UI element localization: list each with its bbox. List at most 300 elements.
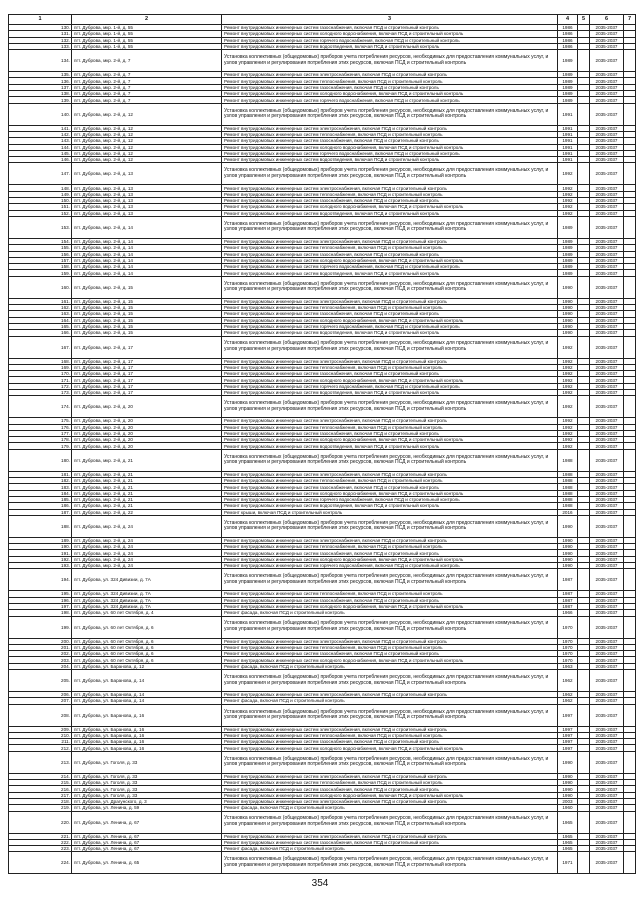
address-cell: пгт. Дуброва, ул. 60 лет Октября, д. 6 xyxy=(72,639,222,644)
period-cell: 2035-2037 xyxy=(590,450,624,471)
col5-cell xyxy=(578,478,590,483)
period-cell: 2035-2037 xyxy=(590,780,624,785)
period-cell: 2035-2037 xyxy=(590,192,624,197)
year-cell: 1992 xyxy=(558,377,578,382)
col7-cell xyxy=(624,97,636,102)
period-cell: 2035-2037 xyxy=(590,544,624,549)
col5-cell xyxy=(578,651,590,656)
col5-cell xyxy=(578,544,590,549)
address-cell: пгт. Дуброва, мкр. 2-й, д. 20 xyxy=(72,418,222,423)
year-cell: 1990 xyxy=(558,305,578,310)
year-cell: 1992 xyxy=(558,437,578,442)
period-cell: 2035-2037 xyxy=(590,793,624,798)
year-cell: 1986 xyxy=(558,38,578,43)
table-row xyxy=(8,277,636,299)
period-cell: 2035-2037 xyxy=(590,50,624,71)
year-cell: 1990 xyxy=(558,324,578,329)
period-cell: 2035-2037 xyxy=(590,437,624,442)
year-cell: 1962 xyxy=(558,692,578,697)
period-cell: 2035-2037 xyxy=(590,727,624,732)
col5-cell xyxy=(578,780,590,785)
year-cell: 1992 xyxy=(558,337,578,358)
address-cell: пгт. Дуброва, ул. Гоголя, д. 33 xyxy=(72,774,222,779)
col5-cell xyxy=(578,305,590,310)
work-type-cell: Ремонт внутридомовых инженерных систем холодного водоснабжения, включая ПСД и строительный контроль xyxy=(222,437,558,442)
col7-cell xyxy=(624,739,636,744)
row-number-cell: 135. xyxy=(8,72,72,77)
address-cell: пгт. Дуброва, ул. Гоголя, д. 33 xyxy=(72,752,222,773)
work-type-cell: Ремонт внутридомовых инженерных систем водоотведения, включая ПСД и строительный контроль xyxy=(222,390,558,395)
col5-cell xyxy=(578,431,590,436)
year-cell: 1990 xyxy=(558,544,578,549)
year-cell: 1990 xyxy=(558,557,578,562)
year-cell: 1989 xyxy=(558,264,578,269)
col5-cell xyxy=(578,425,590,430)
work-type-cell: Ремонт внутридомовых инженерных систем холодного водоснабжения, включая ПСД и строительный контроль xyxy=(222,745,558,750)
year-cell: 1965 xyxy=(558,846,578,851)
year-cell: 1990 xyxy=(558,318,578,323)
row-number-cell: 153. xyxy=(8,217,72,238)
header-col-2: 2 xyxy=(72,15,222,24)
address-cell: пгт. Дуброва, мкр. 2-й, д. 12 xyxy=(72,138,222,143)
year-cell: 1992 xyxy=(558,204,578,209)
col7-cell xyxy=(624,163,636,184)
year-cell: 1971 xyxy=(558,852,578,873)
address-cell: пгт. Дуброва, мкр. 2-й, д. 15 xyxy=(72,299,222,304)
col5-cell xyxy=(578,598,590,603)
col5-cell xyxy=(578,277,590,298)
year-cell: 1992 xyxy=(558,443,578,448)
col5-cell xyxy=(578,645,590,650)
col7-cell xyxy=(624,299,636,304)
work-type-cell: Ремонт внутридомовых инженерных систем горячего водоснабжения, включая ПСД и строительный контроль xyxy=(222,38,558,43)
year-cell: 1992 xyxy=(558,396,578,417)
col7-cell xyxy=(624,431,636,436)
col7-cell xyxy=(624,733,636,738)
row-number-cell: 193. xyxy=(8,563,72,568)
period-cell: 2035-2037 xyxy=(590,324,624,329)
row-number-cell: 197. xyxy=(8,604,72,609)
year-cell: 1992 xyxy=(558,192,578,197)
col7-cell xyxy=(624,305,636,310)
col5-cell xyxy=(578,258,590,263)
work-type-cell: Ремонт фасада, включая ПСД и строительный контроль xyxy=(222,846,558,851)
row-number-cell: 130. xyxy=(8,25,72,30)
address-cell: пгт. Дуброва, мкр. 2-й, д. 13 xyxy=(72,198,222,203)
work-type-cell: Ремонт внутридомовых инженерных систем водоотведения, включая ПСД и строительный контроль xyxy=(222,330,558,335)
table-row xyxy=(8,516,636,538)
row-number-cell: 179. xyxy=(8,443,72,448)
work-type-cell: Ремонт внутридомовых инженерных систем газоснабжения, включая ПСД и строительный контроль xyxy=(222,311,558,316)
work-type-cell: Ремонт внутридомовых инженерных систем электроснабжения, включая ПСД и строительный контроль xyxy=(222,799,558,804)
table-row xyxy=(8,670,636,692)
address-cell: пгт. Дуброва, мкр. 2-й, д. 24 xyxy=(72,550,222,555)
work-type-cell: Установка коллективных (общедомовых) приборов учета потребления ресурсов, необходимых для предоставления коммунальных услуг, и узлов управления и регулирования потребления этих ресурсов, включая ПСД и строительный контроль xyxy=(222,705,558,726)
col7-cell xyxy=(624,604,636,609)
period-cell: 2035-2037 xyxy=(590,569,624,590)
year-cell: 1991 xyxy=(558,157,578,162)
col5-cell xyxy=(578,550,590,555)
col7-cell xyxy=(624,78,636,83)
year-cell: 1990 xyxy=(558,793,578,798)
period-cell: 2035-2037 xyxy=(590,645,624,650)
work-type-cell: Ремонт внутридомовых инженерных систем холодного водоснабжения, включая ПСД и строительный контроль xyxy=(222,204,558,209)
row-number-cell: 136. xyxy=(8,78,72,83)
year-cell: 1991 xyxy=(558,126,578,131)
period-cell: 2035-2037 xyxy=(590,299,624,304)
address-cell: пгт. Дуброва, мкр. 2-й, д. 13 xyxy=(72,185,222,190)
year-cell: 1989 xyxy=(558,97,578,102)
col7-cell xyxy=(624,780,636,785)
year-cell: 1965 xyxy=(558,834,578,839)
table-body xyxy=(8,25,636,874)
year-cell: 1989 xyxy=(558,252,578,257)
period-cell: 2035-2037 xyxy=(590,157,624,162)
year-cell: 1988 xyxy=(558,478,578,483)
year-cell: 1987 xyxy=(558,604,578,609)
work-type-cell: Ремонт внутридомовых инженерных систем газоснабжения, включая ПСД и строительный контроль xyxy=(222,431,558,436)
col5-cell xyxy=(578,670,590,691)
row-number-cell: 133. xyxy=(8,44,72,49)
period-cell: 2035-2037 xyxy=(590,38,624,43)
col7-cell xyxy=(624,264,636,269)
period-cell: 2035-2037 xyxy=(590,425,624,430)
col5-cell xyxy=(578,185,590,190)
col5-cell xyxy=(578,157,590,162)
work-type-cell: Установка коллективных (общедомовых) приборов учета потребления ресурсов, необходимых для предоставления коммунальных услуг, и узлов управления и регулирования потребления этих ресурсов, включая ПСД и строительный контроль xyxy=(222,217,558,238)
work-type-cell: Ремонт внутридомовых инженерных систем электроснабжения, включая ПСД и строительный контроль xyxy=(222,185,558,190)
period-cell: 2035-2037 xyxy=(590,204,624,209)
col7-cell xyxy=(624,478,636,483)
address-cell: пгт. Дуброва, мкр. 2-й, д. 7 xyxy=(72,50,222,71)
period-cell: 2035-2037 xyxy=(590,396,624,417)
period-cell: 2035-2037 xyxy=(590,805,624,810)
row-number-cell: 205. xyxy=(8,670,72,691)
year-cell: 1991 xyxy=(558,145,578,150)
year-cell: 1990 xyxy=(558,516,578,537)
period-cell: 2035-2037 xyxy=(590,359,624,364)
row-number-cell: 196. xyxy=(8,598,72,603)
col5-cell xyxy=(578,91,590,96)
address-cell: пгт. Дуброва, ул. 324 Дивизии, д. 7А xyxy=(72,598,222,603)
col7-cell xyxy=(624,670,636,691)
year-cell: 1965 xyxy=(558,840,578,845)
work-type-cell: Ремонт внутридомовых инженерных систем водоотведения, включая ПСД и строительный контроль xyxy=(222,44,558,49)
col7-cell xyxy=(624,698,636,703)
address-cell: пгт. Дуброва, ул. Ленина, д. 67 xyxy=(72,840,222,845)
col7-cell xyxy=(624,239,636,244)
year-cell: 1960 xyxy=(558,805,578,810)
row-number-cell: 167. xyxy=(8,337,72,358)
work-type-cell: Ремонт внутридомовых инженерных систем холодного водоснабжения, включая ПСД и строительный контроль xyxy=(222,258,558,263)
row-number-cell: 210. xyxy=(8,733,72,738)
work-type-cell: Ремонт внутридомовых инженерных систем теплоснабжения, включая ПСД и строительный контроль xyxy=(222,305,558,310)
work-type-cell: Ремонт внутридомовых инженерных систем электроснабжения, включая ПСД и строительный контроль xyxy=(222,126,558,131)
col5-cell xyxy=(578,104,590,125)
address-cell: пгт. Дуброва, ул. 324 Дивизии, д. 7А xyxy=(72,569,222,590)
col7-cell xyxy=(624,211,636,216)
col5-cell xyxy=(578,752,590,773)
col7-cell xyxy=(624,377,636,382)
address-cell: пгт. Дуброва, мкр. 2-й, д. 21 xyxy=(72,484,222,489)
col7-cell xyxy=(624,805,636,810)
row-number-cell: 165. xyxy=(8,324,72,329)
work-type-cell: Ремонт внутридомовых инженерных систем горячего водоснабжения, включая ПСД и строительный контроль xyxy=(222,97,558,102)
year-cell: 1997 xyxy=(558,739,578,744)
year-cell: 1965 xyxy=(558,812,578,833)
col7-cell xyxy=(624,544,636,549)
row-number-cell: 195. xyxy=(8,591,72,596)
period-cell: 2035-2037 xyxy=(590,840,624,845)
col7-cell xyxy=(624,217,636,238)
row-number-cell: 148. xyxy=(8,185,72,190)
work-type-cell: Ремонт внутридомовых инженерных систем газоснабжения, включая ПСД и строительный контроль xyxy=(222,371,558,376)
period-cell: 2035-2037 xyxy=(590,610,624,615)
col5-cell xyxy=(578,852,590,873)
period-cell: 2035-2037 xyxy=(590,670,624,691)
address-cell: пгт. Дуброва, ул. Ленина, д. 59 xyxy=(72,805,222,810)
address-cell: пгт. Дуброва, мкр. 2-й, д. 21 xyxy=(72,478,222,483)
col7-cell xyxy=(624,157,636,162)
period-cell: 2035-2037 xyxy=(590,510,624,515)
year-cell: 1992 xyxy=(558,418,578,423)
period-cell: 2035-2037 xyxy=(590,733,624,738)
col5-cell xyxy=(578,252,590,257)
col7-cell xyxy=(624,799,636,804)
col7-cell xyxy=(624,834,636,839)
year-cell: 1988 xyxy=(558,491,578,496)
row-number-cell: 188. xyxy=(8,516,72,537)
address-cell: пгт. Дуброва, мкр. 2-й, д. 12 xyxy=(72,151,222,156)
row-number-cell: 207. xyxy=(8,698,72,703)
col7-cell xyxy=(624,610,636,615)
row-number-cell: 171. xyxy=(8,377,72,382)
year-cell: 1970 xyxy=(558,657,578,662)
row-number-cell: 211. xyxy=(8,739,72,744)
row-number-cell: 216. xyxy=(8,786,72,791)
year-cell: 1990 xyxy=(558,752,578,773)
col7-cell xyxy=(624,651,636,656)
address-cell: пгт. Дуброва, мкр. 2-й, д. 13 xyxy=(72,192,222,197)
year-cell: 1990 xyxy=(558,538,578,543)
year-cell: 1989 xyxy=(558,50,578,71)
year-cell: 1992 xyxy=(558,211,578,216)
col5-cell xyxy=(578,437,590,442)
work-type-cell: Ремонт внутридомовых инженерных систем теплоснабжения, включая ПСД и строительный контроль xyxy=(222,478,558,483)
address-cell: пгт. Дуброва, мкр. 2-й, д. 12 xyxy=(72,145,222,150)
work-type-cell: Установка коллективных (общедомовых) приборов учета потребления ресурсов, необходимых для предоставления коммунальных услуг, и узлов управления и регулирования потребления этих ресурсов, включая ПСД и строительный контроль xyxy=(222,337,558,358)
address-cell: пгт. Дуброва, мкр. 2-й, д. 7 xyxy=(72,72,222,77)
period-cell: 2035-2037 xyxy=(590,126,624,131)
year-cell: 1990 xyxy=(558,550,578,555)
work-type-cell: Установка коллективных (общедомовых) приборов учета потребления ресурсов, необходимых для предоставления коммунальных услуг, и узлов управления и регулирования потребления этих ресурсов, включая ПСД и строительный контроль xyxy=(222,569,558,590)
address-cell: пгт. Дуброва, мкр. 2-й, д. 14 xyxy=(72,239,222,244)
col7-cell xyxy=(624,91,636,96)
year-cell: 1990 xyxy=(558,563,578,568)
work-type-cell: Ремонт внутридомовых инженерных систем газоснабжения, включая ПСД и строительный контроль xyxy=(222,25,558,30)
col5-cell xyxy=(578,510,590,515)
table-row xyxy=(8,852,636,874)
work-type-cell: Ремонт внутридомовых инженерных систем горячего водоснабжения, включая ПСД и строительный контроль xyxy=(222,563,558,568)
year-cell: 1989 xyxy=(558,91,578,96)
col5-cell xyxy=(578,337,590,358)
col5-cell xyxy=(578,834,590,839)
work-type-cell: Ремонт внутридомовых инженерных систем газоснабжения, включая ПСД и строительный контроль xyxy=(222,840,558,845)
row-number-cell: 199. xyxy=(8,617,72,638)
col5-cell xyxy=(578,604,590,609)
col7-cell xyxy=(624,126,636,131)
address-cell: пгт. Дуброва, мкр. 2-й, д. 12 xyxy=(72,126,222,131)
address-cell: пгт. Дуброва, ул. 324 Дивизии, д. 7А xyxy=(72,604,222,609)
work-type-cell: Ремонт внутридомовых инженерных систем газоснабжения, включая ПСД и строительный контроль xyxy=(222,598,558,603)
col7-cell xyxy=(624,337,636,358)
row-number-cell: 206. xyxy=(8,692,72,697)
work-type-cell: Ремонт внутридомовых инженерных систем холодного водоснабжения, включая ПСД и строительный контроль xyxy=(222,318,558,323)
col5-cell xyxy=(578,126,590,131)
row-number-cell: 154. xyxy=(8,239,72,244)
period-cell: 2035-2037 xyxy=(590,812,624,833)
col5-cell xyxy=(578,97,590,102)
col7-cell xyxy=(624,657,636,662)
address-cell: пгт. Дуброва, ул. Баранова, д. 16 xyxy=(72,733,222,738)
work-type-cell: Ремонт внутридомовых инженерных систем электроснабжения, включая ПСД и строительный контроль xyxy=(222,359,558,364)
row-number-cell: 219. xyxy=(8,805,72,810)
address-cell: пгт. Дуброва, мкр. 2-й, д. 24 xyxy=(72,538,222,543)
work-type-cell: Установка коллективных (общедомовых) приборов учета потребления ресурсов, необходимых для предоставления коммунальных услуг, и узлов управления и регулирования потребления этих ресурсов, включая ПСД и строительный контроль xyxy=(222,277,558,298)
period-cell: 2035-2037 xyxy=(590,497,624,502)
year-cell: 1990 xyxy=(558,311,578,316)
period-cell: 2035-2037 xyxy=(590,330,624,335)
year-cell: 1987 xyxy=(558,569,578,590)
address-cell: пгт. Дуброва, ул. 60 лет Октября, д. 6 xyxy=(72,651,222,656)
work-type-cell: Ремонт внутридомовых инженерных систем холодного водоснабжения, включая ПСД и строительный контроль xyxy=(222,793,558,798)
col5-cell xyxy=(578,786,590,791)
year-cell: 1989 xyxy=(558,78,578,83)
address-cell: пгт. Дуброва, мкр. 2-й, д. 15 xyxy=(72,305,222,310)
address-cell: пгт. Дуброва, мкр. 1-й, д. 55 xyxy=(72,38,222,43)
address-cell: пгт. Дуброва, мкр. 2-й, д. 17 xyxy=(72,390,222,395)
period-cell: 2035-2037 xyxy=(590,786,624,791)
row-number-cell: 204. xyxy=(8,664,72,669)
table-row xyxy=(8,163,636,185)
address-cell: пгт. Дуброва, мкр. 2-й, д. 13 xyxy=(72,163,222,184)
col5-cell xyxy=(578,503,590,508)
work-type-cell: Ремонт внутридомовых инженерных систем электроснабжения, включая ПСД и строительный контроль xyxy=(222,299,558,304)
period-cell: 2035-2037 xyxy=(590,834,624,839)
col5-cell xyxy=(578,72,590,77)
col5-cell xyxy=(578,497,590,502)
col5-cell xyxy=(578,132,590,137)
period-cell: 2035-2037 xyxy=(590,384,624,389)
period-cell: 2035-2037 xyxy=(590,377,624,382)
work-type-cell: Ремонт внутридомовых инженерных систем горячего водоснабжения, включая ПСД и строительный контроль xyxy=(222,151,558,156)
year-cell: 1997 xyxy=(558,727,578,732)
col7-cell xyxy=(624,852,636,873)
row-number-cell: 202. xyxy=(8,651,72,656)
work-type-cell: Ремонт внутридомовых инженерных систем электроснабжения, включая ПСД и строительный контроль xyxy=(222,72,558,77)
col5-cell xyxy=(578,396,590,417)
row-number-cell: 146. xyxy=(8,157,72,162)
work-type-cell: Ремонт внутридомовых инженерных систем холодного водоснабжения, включая ПСД и строительный контроль xyxy=(222,145,558,150)
col5-cell xyxy=(578,569,590,590)
row-number-cell: 150. xyxy=(8,198,72,203)
col7-cell xyxy=(624,437,636,442)
row-number-cell: 184. xyxy=(8,491,72,496)
address-cell: пгт. Дуброва, мкр. 2-й, д. 22 xyxy=(72,510,222,515)
period-cell: 2035-2037 xyxy=(590,443,624,448)
col5-cell xyxy=(578,264,590,269)
address-cell: пгт. Дуброва, ул. Ленина, д. 67 xyxy=(72,846,222,851)
period-cell: 2035-2037 xyxy=(590,639,624,644)
row-number-cell: 156. xyxy=(8,252,72,257)
col5-cell xyxy=(578,698,590,703)
address-cell: пгт. Дуброва, мкр. 2-й, д. 20 xyxy=(72,437,222,442)
col5-cell xyxy=(578,799,590,804)
period-cell: 2035-2037 xyxy=(590,657,624,662)
year-cell: 1992 xyxy=(558,384,578,389)
period-cell: 2035-2037 xyxy=(590,252,624,257)
work-type-cell: Ремонт фасада, включая ПСД и строительный контроль xyxy=(222,610,558,615)
period-cell: 2035-2037 xyxy=(590,550,624,555)
col5-cell xyxy=(578,793,590,798)
row-number-cell: 142. xyxy=(8,132,72,137)
work-type-cell: Ремонт внутридомовых инженерных систем холодного водоснабжения, включая ПСД и строительный контроль xyxy=(222,491,558,496)
col7-cell xyxy=(624,324,636,329)
address-cell: пгт. Дуброва, ул. 60 лет Октября, д. 6 xyxy=(72,617,222,638)
year-cell: 1989 xyxy=(558,85,578,90)
col5-cell xyxy=(578,192,590,197)
row-number-cell: 158. xyxy=(8,264,72,269)
row-number-cell: 181. xyxy=(8,472,72,477)
col5-cell xyxy=(578,151,590,156)
col5-cell xyxy=(578,664,590,669)
row-number-cell: 222. xyxy=(8,840,72,845)
address-cell: пгт. Дуброва, мкр. 2-й, д. 13 xyxy=(72,204,222,209)
period-cell: 2035-2037 xyxy=(590,799,624,804)
work-type-cell: Ремонт внутридомовых инженерных систем горячего водоснабжения, включая ПСД и строительный контроль xyxy=(222,324,558,329)
work-type-cell: Ремонт внутридомовых инженерных систем холодного водоснабжения, включая ПСД и строительный контроль xyxy=(222,31,558,36)
col5-cell xyxy=(578,591,590,596)
work-type-cell: Ремонт внутридомовых инженерных систем теплоснабжения, включая ПСД и строительный контроль xyxy=(222,425,558,430)
period-cell: 2035-2037 xyxy=(590,305,624,310)
address-cell: пгт. Дуброва, мкр. 2-й, д. 17 xyxy=(72,337,222,358)
year-cell: 1990 xyxy=(558,786,578,791)
year-cell: 1992 xyxy=(558,390,578,395)
work-type-cell: Установка коллективных (общедомовых) приборов учета потребления ресурсов, необходимых для предоставления коммунальных услуг, и узлов управления и регулирования потребления этих ресурсов, включая ПСД и строительный контроль xyxy=(222,516,558,537)
row-number-cell: 178. xyxy=(8,437,72,442)
row-number-cell: 160. xyxy=(8,277,72,298)
address-cell: пгт. Дуброва, мкр. 1-й, д. 55 xyxy=(72,44,222,49)
col7-cell xyxy=(624,145,636,150)
period-cell: 2035-2037 xyxy=(590,239,624,244)
period-cell: 2035-2037 xyxy=(590,664,624,669)
row-number-cell: 221. xyxy=(8,834,72,839)
work-type-cell: Ремонт внутридомовых инженерных систем водоотведения, включая ПСД и строительный контроль xyxy=(222,503,558,508)
col7-cell xyxy=(624,472,636,477)
work-type-cell: Ремонт внутридомовых инженерных систем электроснабжения, включая ПСД и строительный контроль xyxy=(222,727,558,732)
period-cell: 2035-2037 xyxy=(590,604,624,609)
col7-cell xyxy=(624,132,636,137)
work-type-cell: Установка коллективных (общедомовых) приборов учета потребления ресурсов, необходимых для предоставления коммунальных услуг, и узлов управления и регулирования потребления этих ресурсов, включая ПСД и строительный контроль xyxy=(222,50,558,71)
col7-cell xyxy=(624,252,636,257)
period-cell: 2035-2037 xyxy=(590,852,624,873)
period-cell: 2035-2037 xyxy=(590,318,624,323)
row-number-cell: 149. xyxy=(8,192,72,197)
col7-cell xyxy=(624,192,636,197)
col7-cell xyxy=(624,104,636,125)
address-cell: пгт. Дуброва, мкр. 2-й, д. 17 xyxy=(72,377,222,382)
col5-cell xyxy=(578,217,590,238)
